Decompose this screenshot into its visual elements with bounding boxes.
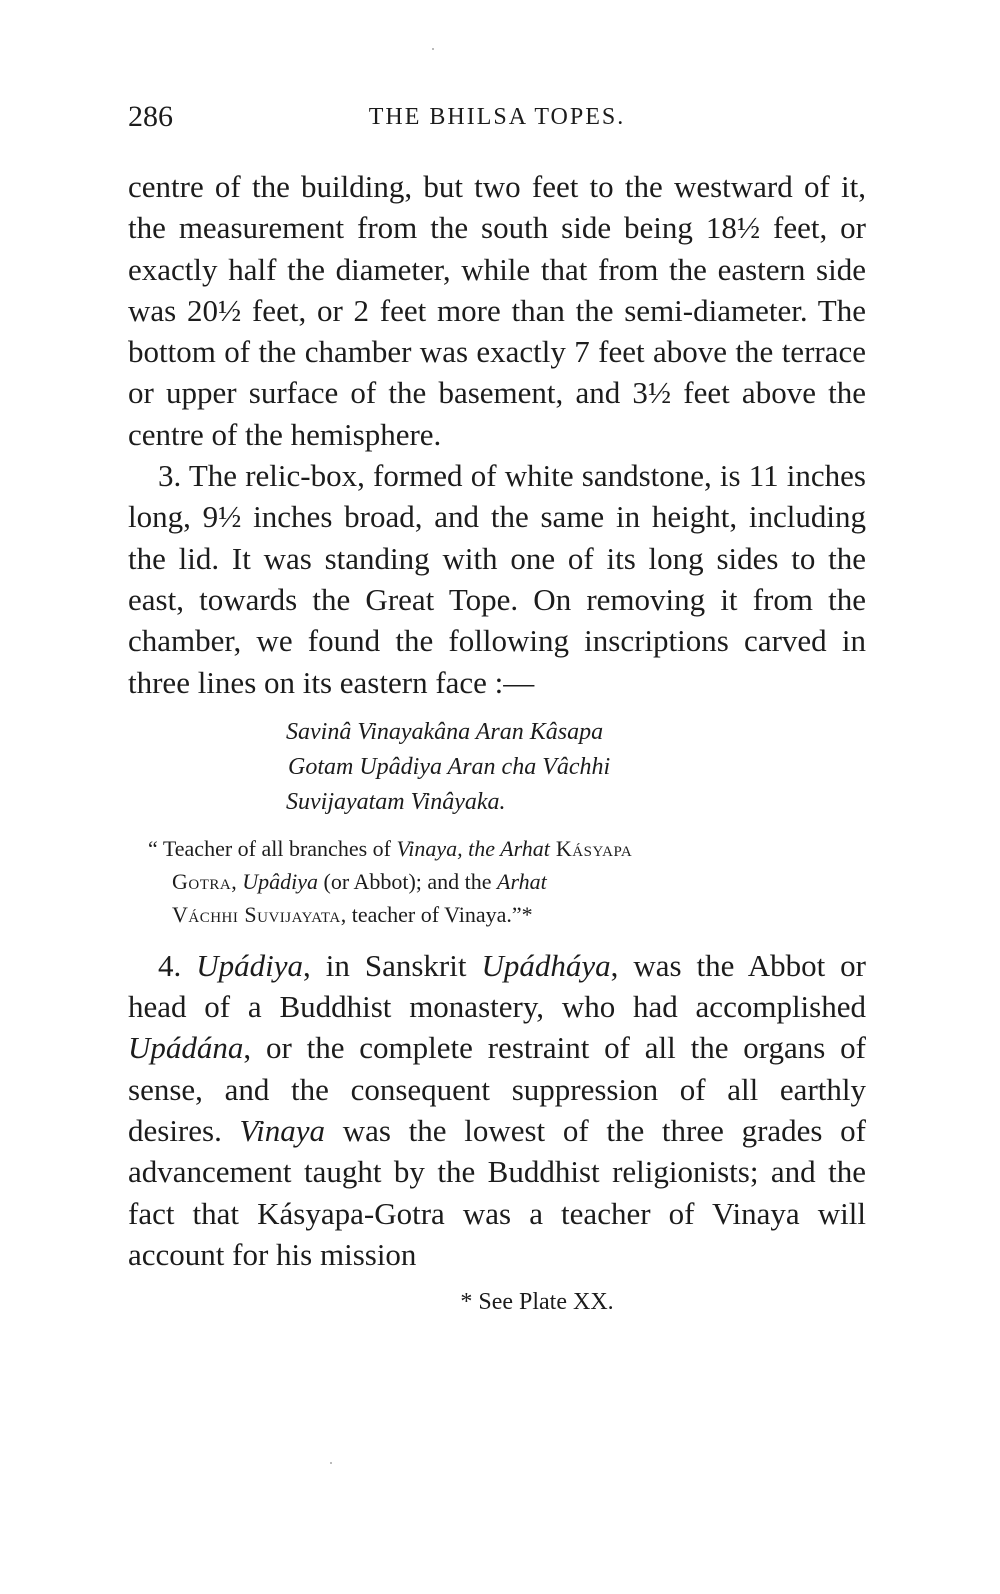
paragraph-4-italic: Upádháya	[481, 947, 611, 983]
translation-text: , teacher of Vinaya.”*	[340, 901, 533, 927]
paragraph-4-text: , in Sanskrit	[303, 947, 482, 983]
translation-text: “ Teacher of all branches of	[148, 835, 397, 861]
translation-smallcaps: Gotra	[172, 868, 232, 894]
paragraph-4-text: 4.	[158, 947, 197, 983]
paragraph-3: 3. The relic-box, formed of white sandstone, is 11 inches long, 9½ inches broad, and the same in height, including the lid. It was standing with one of its long sides to the east, towards the Great Tope. On removing it from the chamber, we found the following inscriptions carved in three lines on its eastern face :—	[128, 458, 866, 700]
paragraph-4-text: , was the Abbot or head of a Buddhist monastery, who had accomplished	[128, 947, 866, 1025]
scan-speck-top	[432, 48, 434, 50]
inscription-block	[286, 715, 866, 820]
inscription-line-2: Gotam Upâdiya Aran cha Vâchhi	[288, 753, 611, 780]
scan-speck-bottom	[330, 1462, 332, 1464]
footnote: * See Plate XX.	[460, 1289, 614, 1316]
paragraph-4-italic: Upádána	[128, 1030, 244, 1066]
inscription-line-1: Savinâ Vinayakâna Aran Kâsapa	[286, 718, 604, 745]
paragraph-4	[128, 945, 866, 1275]
translation-smallcaps: Kásyapa	[549, 835, 633, 861]
paragraph-4-italic: Upádiya	[196, 947, 304, 983]
paragraph-4-italic: Vinaya	[239, 1113, 326, 1149]
translation-text: ,	[231, 868, 243, 894]
paragraph-continuation: centre of the building, but two feet to the westward of it, the measurement from the south side being 18½ feet, or exactly half the diameter, while that from the eastern side was 20½ feet, or 2 feet more than the semi-diameter. The bottom of the chamber was exactly 7 feet above the terrace or upper surface of the basement, and 3½ feet above the centre of the hemisphere.	[128, 169, 866, 452]
translation-block	[148, 832, 866, 931]
inscription-line-3: Suvijayatam Vinâyaka.	[286, 788, 506, 815]
running-title: THE BHILSA TOPES.	[368, 104, 626, 130]
translation-italic: Vinaya, the Arhat	[396, 835, 550, 861]
paragraph-4-text: was the lowest of the three grades of advancement taught by the Buddhist religionists; and the fact that Kásyapa-Gotra was a teacher of Vinaya will account for his mission	[128, 1113, 866, 1272]
translation-italic: Arhat	[497, 868, 547, 894]
translation-line-3	[148, 898, 866, 931]
translation-text: (or Abbot); and the	[318, 868, 498, 894]
page-header	[128, 100, 866, 144]
translation-line-1	[148, 832, 866, 865]
paragraph-4-text: , or the complete restraint of all the organs of sense, and the consequent suppression of all earthly desires.	[128, 1030, 866, 1149]
page-number: 286	[128, 100, 173, 133]
translation-line-2	[148, 865, 866, 898]
translation-smallcaps: Váchhi Suvijayata	[172, 901, 341, 927]
book-page	[128, 100, 866, 1316]
translation-italic: Upâdiya	[242, 868, 318, 894]
